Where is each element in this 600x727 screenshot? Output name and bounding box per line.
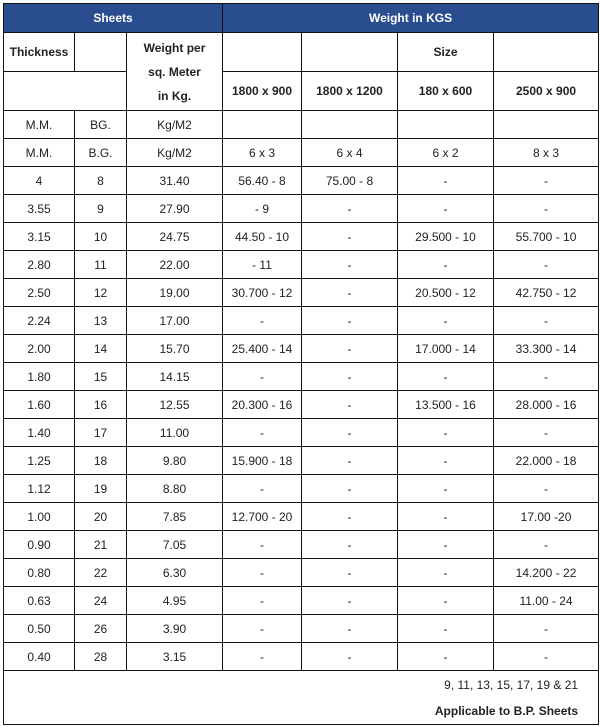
weight-per-sqm-cell: 17.00 xyxy=(127,307,223,335)
weight-per-sqm-cell: 3.15 xyxy=(127,643,223,671)
weight-per-line2: sq. Meter xyxy=(148,64,201,79)
weight-180x600-cell: 17.000 - 14 xyxy=(398,335,494,363)
table-row xyxy=(4,251,599,279)
weight-1800x900-cell xyxy=(223,111,302,139)
weight-per-sqm-cell: 8.80 xyxy=(127,475,223,503)
weight-1800x900-cell: - xyxy=(223,531,302,559)
gauge-cell: 22 xyxy=(75,559,127,587)
weight-180x600-cell: - xyxy=(398,531,494,559)
weight-1800x1200-cell: - xyxy=(302,251,398,279)
thickness-mm-cell: 1.60 xyxy=(4,391,75,419)
weight-per-sqm-cell: 11.00 xyxy=(127,419,223,447)
empty-cell xyxy=(302,33,398,72)
thickness-mm-cell: 2.80 xyxy=(4,251,75,279)
weight-1800x1200-cell: - xyxy=(302,475,398,503)
gauge-cell: 19 xyxy=(75,475,127,503)
weight-180x600-cell: 20.500 - 12 xyxy=(398,279,494,307)
unit-row xyxy=(4,139,599,167)
weight-per-sqm-cell: 24.75 xyxy=(127,223,223,251)
weight-2500x900-cell: - xyxy=(494,195,599,223)
weight-1800x1200-cell: - xyxy=(302,447,398,475)
weight-per-sqm-cell: 9.80 xyxy=(127,447,223,475)
weight-1800x900-cell: 12.700 - 20 xyxy=(223,503,302,531)
weight-per-line3: in Kg. xyxy=(157,88,192,103)
table-row xyxy=(4,531,599,559)
weight-per-sqm-cell: 15.70 xyxy=(127,335,223,363)
thickness-mm-cell: 0.63 xyxy=(4,587,75,615)
size-180x600: 180 x 600 xyxy=(398,72,494,111)
footer-row xyxy=(4,671,599,725)
table-row xyxy=(4,363,599,391)
thickness-mm-cell: 3.55 xyxy=(4,195,75,223)
weight-2500x900-cell: - xyxy=(494,363,599,391)
weight-180x600-cell: - xyxy=(398,559,494,587)
thickness-mm-cell: 0.90 xyxy=(4,531,75,559)
size-1800x1200: 1800 x 1200 xyxy=(302,72,398,111)
weight-1800x1200-cell: - xyxy=(302,587,398,615)
table-row xyxy=(4,559,599,587)
thickness-mm-cell: 1.00 xyxy=(4,503,75,531)
weight-2500x900-cell: 11.00 - 24 xyxy=(494,587,599,615)
thickness-mm-cell: 1.80 xyxy=(4,363,75,391)
weight-180x600-cell: - xyxy=(398,447,494,475)
gauge-cell: 12 xyxy=(75,279,127,307)
thickness-header: Thickness xyxy=(4,33,75,72)
size-1800x900: 1800 x 900 xyxy=(223,72,302,111)
table-row xyxy=(4,223,599,251)
table-row xyxy=(4,279,599,307)
weight-per-sqm-cell: 6.30 xyxy=(127,559,223,587)
weight-1800x1200-cell: - xyxy=(302,503,398,531)
weight-1800x1200-cell: - xyxy=(302,643,398,671)
weight-1800x1200-cell: - xyxy=(302,419,398,447)
footer-applicable: Applicable to B.P. Sheets xyxy=(434,703,579,718)
weight-180x600-cell: - xyxy=(398,307,494,335)
weight-2500x900-cell: - xyxy=(494,167,599,195)
table-row xyxy=(4,503,599,531)
weight-180x600-cell: - xyxy=(398,643,494,671)
gauge-cell: 18 xyxy=(75,447,127,475)
weight-2500x900-cell: 8 x 3 xyxy=(494,139,599,167)
weight-1800x900-cell: 56.40 - 8 xyxy=(223,167,302,195)
empty-cell xyxy=(75,33,127,72)
weight-2500x900-cell: 28.000 - 16 xyxy=(494,391,599,419)
empty-cell xyxy=(223,33,302,72)
table-row xyxy=(4,307,599,335)
thickness-mm-cell: M.M. xyxy=(4,139,75,167)
gauge-cell: 20 xyxy=(75,503,127,531)
weight-180x600-cell: 29.500 - 10 xyxy=(398,223,494,251)
gauge-cell: 10 xyxy=(75,223,127,251)
weight-1800x900-cell: - xyxy=(223,643,302,671)
weight-1800x900-cell: 6 x 3 xyxy=(223,139,302,167)
gauge-cell: 15 xyxy=(75,363,127,391)
size-2500x900: 2500 x 900 xyxy=(494,72,599,111)
weight-per-line1: Weight per xyxy=(143,40,206,55)
sheet-weight-table xyxy=(3,3,599,725)
weight-1800x900-cell: 20.300 - 16 xyxy=(223,391,302,419)
thickness-mm-cell: 0.40 xyxy=(4,643,75,671)
weight-180x600-cell: 6 x 2 xyxy=(398,139,494,167)
gauge-cell: 11 xyxy=(75,251,127,279)
weight-2500x900-cell: - xyxy=(494,531,599,559)
gauge-cell: 14 xyxy=(75,335,127,363)
weight-per-sqm-cell: 19.00 xyxy=(127,279,223,307)
weight-1800x900-cell: - xyxy=(223,307,302,335)
table-row xyxy=(4,475,599,503)
gauge-cell: 26 xyxy=(75,615,127,643)
table-row xyxy=(4,447,599,475)
weight-per-sqm-cell: 22.00 xyxy=(127,251,223,279)
gauge-cell: B.G. xyxy=(75,139,127,167)
weight-180x600-cell xyxy=(398,111,494,139)
weight-2500x900-cell xyxy=(494,111,599,139)
weight-1800x1200-cell: - xyxy=(302,279,398,307)
weight-1800x1200-cell: - xyxy=(302,363,398,391)
gauge-cell: 9 xyxy=(75,195,127,223)
weight-180x600-cell: 13.500 - 16 xyxy=(398,391,494,419)
thickness-mm-cell: 1.40 xyxy=(4,419,75,447)
weight-2500x900-cell: - xyxy=(494,643,599,671)
weight-1800x900-cell: 30.700 - 12 xyxy=(223,279,302,307)
weight-per-sqm-cell: Kg/M2 xyxy=(127,139,223,167)
weight-per-sqm-cell: 27.90 xyxy=(127,195,223,223)
weight-per-sqm-cell: 7.85 xyxy=(127,503,223,531)
weight-2500x900-cell: - xyxy=(494,251,599,279)
empty-cell xyxy=(494,33,599,72)
weight-1800x900-cell: - 11 xyxy=(223,251,302,279)
table-row xyxy=(4,391,599,419)
unit-row xyxy=(4,111,599,139)
weight-1800x1200-cell: 75.00 - 8 xyxy=(302,167,398,195)
weight-1800x900-cell: - xyxy=(223,615,302,643)
weight-1800x1200-cell: 6 x 4 xyxy=(302,139,398,167)
table-row xyxy=(4,195,599,223)
gauge-cell: 13 xyxy=(75,307,127,335)
weight-1800x1200-cell: - xyxy=(302,307,398,335)
gauge-cell: 28 xyxy=(75,643,127,671)
weight-1800x900-cell: 15.900 - 18 xyxy=(223,447,302,475)
gauge-cell: 16 xyxy=(75,391,127,419)
weight-180x600-cell: - xyxy=(398,195,494,223)
weight-per-sqm-cell: 14.15 xyxy=(127,363,223,391)
weight-per-sqm-cell: 31.40 xyxy=(127,167,223,195)
gauge-cell: 21 xyxy=(75,531,127,559)
weight-per-sqm-cell: 4.95 xyxy=(127,587,223,615)
weight-1800x900-cell: 25.400 - 14 xyxy=(223,335,302,363)
thickness-mm-cell: 2.24 xyxy=(4,307,75,335)
weight-1800x900-cell: 44.50 - 10 xyxy=(223,223,302,251)
weight-180x600-cell: - xyxy=(398,167,494,195)
weight-2500x900-cell: - xyxy=(494,419,599,447)
weight-per-sqm-cell: 3.90 xyxy=(127,615,223,643)
size-header: Size xyxy=(398,33,494,72)
table-row xyxy=(4,167,599,195)
thickness-mm-cell: 1.12 xyxy=(4,475,75,503)
weight-1800x900-cell: - 9 xyxy=(223,195,302,223)
weight-1800x1200-cell: - xyxy=(302,559,398,587)
weight-per-sqm-cell: Kg/M2 xyxy=(127,111,223,139)
weight-180x600-cell: - xyxy=(398,251,494,279)
thickness-mm-cell: 1.25 xyxy=(4,447,75,475)
gauge-cell: 17 xyxy=(75,419,127,447)
thickness-mm-cell: 2.50 xyxy=(4,279,75,307)
gauge-cell: BG. xyxy=(75,111,127,139)
weight-1800x1200-cell: - xyxy=(302,615,398,643)
weight-2500x900-cell: - xyxy=(494,307,599,335)
table-row xyxy=(4,587,599,615)
weight-180x600-cell: - xyxy=(398,419,494,447)
weight-1800x900-cell: - xyxy=(223,587,302,615)
footer-note xyxy=(4,671,599,725)
weight-2500x900-cell: 22.000 - 18 xyxy=(494,447,599,475)
weight-1800x900-cell: - xyxy=(223,559,302,587)
weight-1800x1200-cell: - xyxy=(302,335,398,363)
weight-2500x900-cell: - xyxy=(494,615,599,643)
footer-gauges: 9, 11, 13, 15, 17, 19 & 21 xyxy=(444,677,579,692)
table-row xyxy=(4,335,599,363)
weight-2500x900-cell: - xyxy=(494,475,599,503)
empty-cell xyxy=(4,72,127,111)
weight-header: Weight in KGS xyxy=(223,4,599,33)
weight-180x600-cell: - xyxy=(398,475,494,503)
sheets-header: Sheets xyxy=(4,4,223,33)
weight-1800x900-cell: - xyxy=(223,419,302,447)
weight-2500x900-cell: 55.700 - 10 xyxy=(494,223,599,251)
thickness-mm-cell: 4 xyxy=(4,167,75,195)
weight-180x600-cell: - xyxy=(398,615,494,643)
weight-1800x1200-cell: - xyxy=(302,223,398,251)
weight-1800x1200-cell: - xyxy=(302,391,398,419)
weight-2500x900-cell: 42.750 - 12 xyxy=(494,279,599,307)
weight-180x600-cell: - xyxy=(398,587,494,615)
thickness-mm-cell: M.M. xyxy=(4,111,75,139)
weight-2500x900-cell: 14.200 - 22 xyxy=(494,559,599,587)
weight-180x600-cell: - xyxy=(398,503,494,531)
weight-2500x900-cell: 17.00 -20 xyxy=(494,503,599,531)
weight-180x600-cell: - xyxy=(398,363,494,391)
thickness-mm-cell: 3.15 xyxy=(4,223,75,251)
gauge-cell: 8 xyxy=(75,167,127,195)
weight-2500x900-cell: 33.300 - 14 xyxy=(494,335,599,363)
weight-per-sqm-header xyxy=(127,33,223,111)
thickness-mm-cell: 2.00 xyxy=(4,335,75,363)
gauge-cell: 24 xyxy=(75,587,127,615)
weight-1800x900-cell: - xyxy=(223,475,302,503)
table-row xyxy=(4,419,599,447)
table-row xyxy=(4,615,599,643)
weight-1800x900-cell: - xyxy=(223,363,302,391)
weight-1800x1200-cell: - xyxy=(302,531,398,559)
thickness-mm-cell: 0.50 xyxy=(4,615,75,643)
thickness-mm-cell: 0.80 xyxy=(4,559,75,587)
weight-1800x1200-cell: - xyxy=(302,195,398,223)
weight-per-sqm-cell: 12.55 xyxy=(127,391,223,419)
table-row xyxy=(4,643,599,671)
weight-1800x1200-cell xyxy=(302,111,398,139)
weight-per-sqm-cell: 7.05 xyxy=(127,531,223,559)
